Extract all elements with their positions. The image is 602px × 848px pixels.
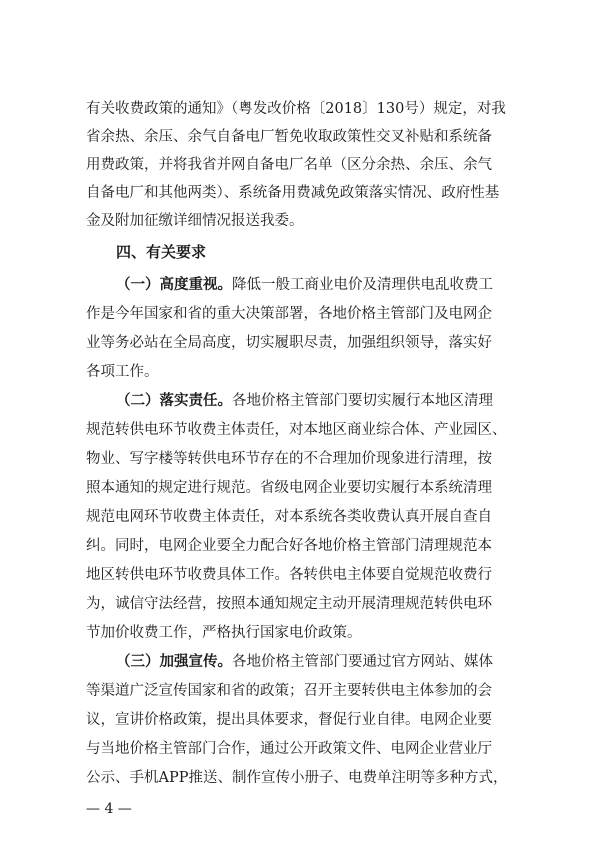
item-lead: （二）落实责任。 — [116, 393, 232, 409]
item-text: 各地价格主管部门要通过官方网站、媒体 — [232, 654, 493, 670]
text-line: 地区转供电环节收费具体工作。各转供电主体要自觉规范收费行 — [86, 567, 492, 583]
text-line — [116, 652, 493, 672]
text-line: 公示、手机APP推送、制作宣传小册子、电费单注明等多种方式， — [86, 770, 508, 786]
text-line — [116, 275, 493, 295]
item-text: 降低一般工商业电价及清理供电乱收费工 — [232, 277, 493, 293]
text-line: 节加价收费工作，严格执行国家电价政策。 — [86, 625, 362, 641]
text-line: 为，诚信守法经营，按照本通知规定主动开展清理规范转供电环 — [86, 596, 492, 612]
text-line: 省余热、余压、余气自备电厂暂免收取政策性交叉补贴和系统备 — [86, 129, 492, 145]
text-line: 议，宣讲价格政策，提出具体要求，督促行业自律。电网企业要 — [86, 712, 492, 728]
text-line: 规范转供电环节收费主体责任，对本地区商业综合体、产业园区、 — [86, 422, 507, 438]
text-line: 规范电网环节收费主体责任，对本系统各类收费认真开展自查自 — [86, 509, 492, 525]
text-line: 自备电厂和其他两类）、系统备用费减免政策落实情况、政府性基 — [86, 185, 500, 201]
text-line: 业等务必站在全局高度，切实履职尽责，加强组织领导，落实好 — [86, 335, 492, 351]
item-text: 各地价格主管部门要切实履行本地区清理 — [232, 393, 493, 409]
text-line — [116, 391, 493, 411]
text-line: 有关收费政策的通知》（粤发改价格〔2018〕130号）规定，对我 — [86, 101, 506, 117]
text-line: 各项工作。 — [86, 364, 159, 380]
text-line: 用费政策，并将我省并网自备电厂名单（区分余热、余压、余气 — [86, 157, 492, 173]
text-line: 作是今年国家和省的重大决策部署，各地价格主管部门及电网企 — [86, 306, 492, 322]
section-heading: 四、有关要求 — [116, 243, 207, 261]
item-lead: （一）高度重视。 — [116, 277, 232, 293]
item-lead: （三）加强宣传。 — [116, 654, 232, 670]
page-number: — 4 — — [86, 801, 132, 817]
text-line: 纠。同时，电网企业要全力配合好各地价格主管部门清理规范本 — [86, 538, 492, 554]
text-line: 金及附加征缴详细情况报送我委。 — [86, 213, 304, 229]
text-line: 物业、写字楼等转供电环节存在的不合理加价现象进行清理，按 — [86, 451, 492, 467]
text-line: 照本通知的规定进行规范。省级电网企业要切实履行本系统清理 — [86, 480, 492, 496]
text-line: 与当地价格主管部门合作，通过公开政策文件、电网企业营业厅 — [86, 741, 492, 757]
text-line: 等渠道广泛宣传国家和省的政策；召开主要转供电主体参加的会 — [86, 683, 492, 699]
